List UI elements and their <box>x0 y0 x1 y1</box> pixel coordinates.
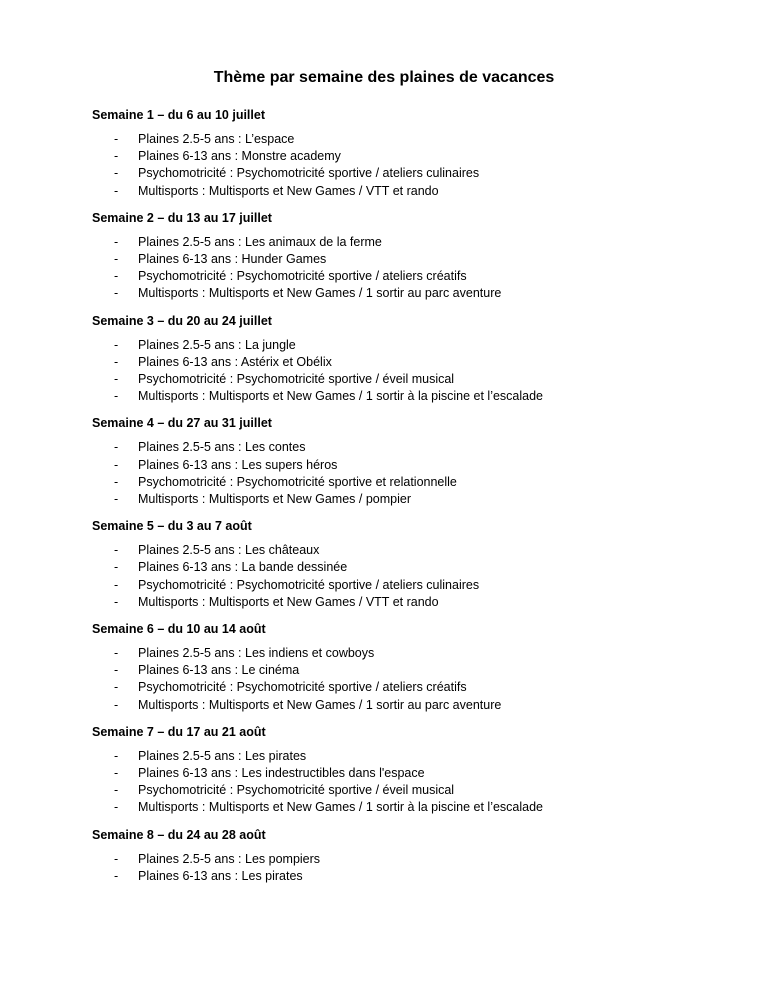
bullet-dash: - <box>114 697 119 712</box>
bullet-dash: - <box>114 132 119 146</box>
list-item-text: Multisports : Multisports et New Games / VTT et rando <box>138 183 439 198</box>
page-title: Thème par semaine des plaines de vacances <box>213 69 555 86</box>
bullet-dash: - <box>114 183 119 198</box>
week-section <box>92 415 676 508</box>
list-item-text: Plaines 2.5-5 ans : Les indiens et cowboys <box>138 646 375 661</box>
list-item <box>92 439 676 456</box>
list-item-text: Plaines 2.5-5 ans : La jungle <box>138 337 296 352</box>
bullet-dash: - <box>114 354 119 369</box>
week-section <box>92 724 676 817</box>
list-item-text: Psychomotricité : Psychomotricité sportive / ateliers créatifs <box>138 680 467 695</box>
bullet-dash: - <box>114 457 119 472</box>
bullet-dash: - <box>114 440 119 455</box>
bullet-dash: - <box>114 492 119 507</box>
list-item <box>92 491 676 508</box>
bullet-dash: - <box>114 800 119 815</box>
week-item-list <box>92 234 676 303</box>
list-item-text: Multisports : Multisports et New Games / 1 sortir à la piscine et l’escalade <box>138 389 544 404</box>
list-item <box>92 234 676 251</box>
list-item <box>92 474 676 491</box>
week-item-list <box>92 645 676 714</box>
list-item <box>92 782 676 799</box>
bullet-dash: - <box>114 783 119 798</box>
bullet-dash: - <box>114 269 119 284</box>
week-heading: Semaine 5 – du 3 au 7 août <box>92 519 252 534</box>
list-item <box>92 148 676 165</box>
list-item <box>92 645 676 662</box>
list-item <box>92 662 676 679</box>
list-item <box>92 748 676 765</box>
list-item-text: Psychomotricité : Psychomotricité sportive / éveil musical <box>138 372 455 387</box>
bullet-dash: - <box>114 166 119 181</box>
list-item <box>92 542 676 559</box>
bullet-dash: - <box>114 543 119 558</box>
list-item-text: Plaines 2.5-5 ans : Les pompiers <box>138 851 321 866</box>
list-item <box>92 285 676 302</box>
list-item-text: Plaines 6-13 ans : Astérix et Obélix <box>138 354 332 369</box>
bullet-dash: - <box>114 680 119 695</box>
list-item-text: Plaines 2.5-5 ans : Les pirates <box>138 748 307 763</box>
list-item <box>92 388 676 405</box>
list-item <box>92 799 676 816</box>
week-heading: Semaine 1 – du 6 au 10 juillet <box>92 108 265 122</box>
list-item <box>92 337 676 354</box>
week-item-list <box>92 748 676 817</box>
list-item <box>92 765 676 782</box>
list-item <box>92 354 676 371</box>
list-item <box>92 577 676 594</box>
bullet-dash: - <box>114 372 119 387</box>
list-item <box>92 251 676 268</box>
list-item <box>92 868 676 885</box>
week-section <box>92 518 676 611</box>
bullet-dash: - <box>114 234 119 249</box>
bullet-dash: - <box>114 663 119 678</box>
list-item-text: Psychomotricité : Psychomotricité sportive / ateliers culinaires <box>138 577 480 592</box>
list-item-text: Plaines 6-13 ans : Les indestructibles dans l'espace <box>138 766 425 781</box>
list-item-text: Multisports : Multisports et New Games / 1 sortir au parc aventure <box>138 697 502 712</box>
list-item-text: Multisports : Multisports et New Games / VTT et rando <box>138 594 439 609</box>
list-item <box>92 851 676 868</box>
week-section <box>92 210 676 303</box>
week-heading: Semaine 4 – du 27 au 31 juillet <box>92 416 272 431</box>
bullet-dash: - <box>114 389 119 404</box>
list-item-text: Plaines 6-13 ans : Les pirates <box>138 868 303 883</box>
bullet-dash: - <box>114 748 119 763</box>
list-item-text: Plaines 2.5-5 ans : Les animaux de la ferme <box>138 234 382 249</box>
list-item-text: Plaines 2.5-5 ans : Les contes <box>138 440 306 455</box>
list-item <box>92 165 676 182</box>
week-item-list <box>92 131 676 200</box>
bullet-dash: - <box>114 252 119 267</box>
list-item-text: Plaines 6-13 ans : La bande dessinée <box>138 560 348 575</box>
list-item-text: Psychomotricité : Psychomotricité sportive / ateliers créatifs <box>138 269 467 284</box>
week-heading: Semaine 8 – du 24 au 28 août <box>92 827 266 842</box>
bullet-dash: - <box>114 286 119 301</box>
bullet-dash: - <box>114 594 119 609</box>
list-item <box>92 131 676 148</box>
bullet-dash: - <box>114 766 119 781</box>
list-item-text: Plaines 6-13 ans : Le cinéma <box>138 663 300 678</box>
list-item-text: Multisports : Multisports et New Games / 1 sortir à la piscine et l’escalade <box>138 800 544 815</box>
week-section <box>92 621 676 714</box>
weeks-container <box>92 107 676 885</box>
week-section <box>92 107 676 200</box>
list-item <box>92 183 676 200</box>
week-item-list <box>92 542 676 611</box>
list-item <box>92 594 676 611</box>
bullet-dash: - <box>114 337 119 352</box>
week-heading: Semaine 7 – du 17 au 21 août <box>92 724 266 739</box>
bullet-dash: - <box>114 646 119 661</box>
week-heading: Semaine 3 – du 20 au 24 juillet <box>92 313 272 328</box>
bullet-dash: - <box>114 577 119 592</box>
list-item-text: Psychomotricité : Psychomotricité sportive / éveil musical <box>138 783 455 798</box>
week-item-list <box>92 337 676 406</box>
week-section <box>92 313 676 406</box>
list-item <box>92 559 676 576</box>
list-item <box>92 457 676 474</box>
list-item-text: Plaines 6-13 ans : Les supers héros <box>138 457 338 472</box>
week-item-list <box>92 851 676 885</box>
list-item-text: Multisports : Multisports et New Games / pompier <box>138 492 411 507</box>
list-item-text: Psychomotricité : Psychomotricité sportive et relationnelle <box>138 474 457 489</box>
bullet-dash: - <box>114 149 119 164</box>
list-item <box>92 268 676 285</box>
bullet-dash: - <box>114 851 119 866</box>
list-item <box>92 371 676 388</box>
list-item-text: Plaines 2.5-5 ans : Les châteaux <box>138 543 320 558</box>
list-item-text: Multisports : Multisports et New Games / 1 sortir au parc aventure <box>138 286 502 301</box>
week-heading: Semaine 2 – du 13 au 17 juillet <box>92 210 272 225</box>
list-item-text: Psychomotricité : Psychomotricité sportive / ateliers culinaires <box>138 166 480 181</box>
list-item-text: Plaines 2.5-5 ans : L’espace <box>138 132 295 146</box>
list-item <box>92 697 676 714</box>
list-item-text: Plaines 6-13 ans : Hunder Games <box>138 252 327 267</box>
week-item-list <box>92 439 676 508</box>
bullet-dash: - <box>114 474 119 489</box>
list-item-text: Plaines 6-13 ans : Monstre academy <box>138 149 341 164</box>
list-item <box>92 679 676 696</box>
bullet-dash: - <box>114 560 119 575</box>
week-section <box>92 827 676 885</box>
bullet-dash: - <box>114 868 119 883</box>
week-heading: Semaine 6 – du 10 au 14 août <box>92 622 266 637</box>
